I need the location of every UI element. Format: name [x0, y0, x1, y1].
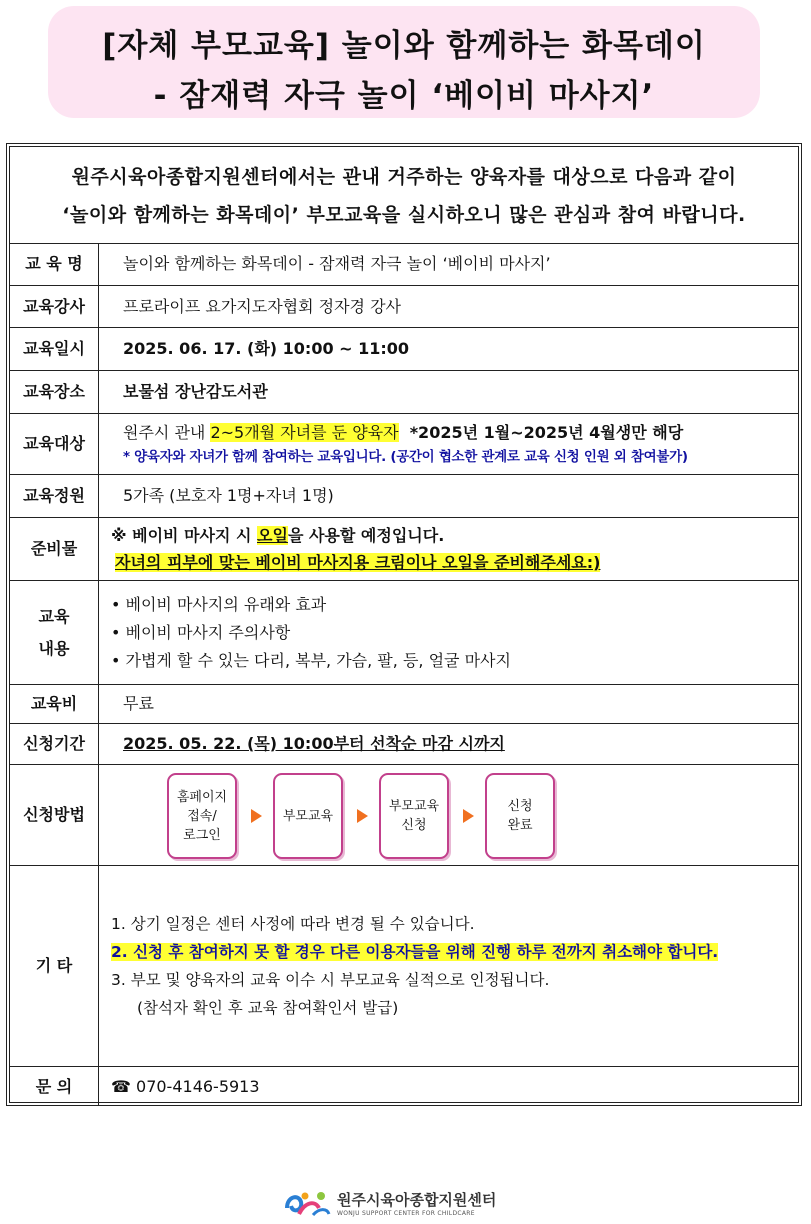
footer-logo — [283, 1188, 496, 1218]
notice-table — [6, 143, 802, 1106]
value-instructor: 프로라이프 요가지도자협회 정자경 강사 — [123, 296, 402, 316]
etc-item-2-highlight: 2. 신청 후 참여하지 못 할 경우 다른 이용자들을 위해 진행 하루 전까지 취소해야 합니다. — [111, 943, 719, 961]
application-steps — [167, 773, 555, 859]
row-education-name — [10, 243, 798, 286]
step-homepage-login: 홈페이지 접속/ 로그인 — [167, 773, 237, 859]
label-contact: 문 의 — [10, 1067, 99, 1106]
label-target: 교육대상 — [10, 414, 99, 474]
etc-item-1: 1. 상기 일정은 센터 사정에 따라 변경 될 수 있습니다. — [111, 915, 475, 933]
value-contact-phone: ☎ 070-4146-5913 — [111, 1076, 260, 1096]
arrow-right-icon — [463, 809, 474, 823]
label-content — [10, 581, 99, 684]
supplies-suffix: 을 사용할 예정입니다. — [287, 526, 445, 545]
etc-item-3-note: (참석자 확인 후 교육 참여확인서 발급) — [137, 999, 399, 1017]
supplies-oil-highlight: 오일 — [257, 526, 288, 545]
footer-name-en: WONJU SUPPORT CENTER FOR CHILDCARE — [337, 1210, 475, 1217]
target-prefix: 원주시 관내 — [123, 423, 211, 442]
content-item: • 베이비 마사지 주의사항 — [111, 622, 291, 642]
content-item: • 가볍게 할 수 있는 다리, 복부, 가슴, 팔, 등, 얼굴 마사지 — [111, 650, 511, 670]
row-contact — [10, 1067, 798, 1106]
value-capacity: 5가족 (보호자 1명+자녀 1명) — [123, 486, 334, 505]
value-period: 2025. 05. 22. (목) 10:00부터 선착순 마감 시까지 — [123, 734, 505, 753]
row-instructor — [10, 286, 798, 328]
step-complete: 신청 완료 — [485, 773, 555, 859]
step-parent-education: 부모교육 — [273, 773, 343, 859]
etc-item-3: 3. 부모 및 양육자의 교육 이수 시 부모교육 실적으로 인정됩니다. — [111, 971, 550, 989]
label-method: 신청방법 — [10, 765, 99, 865]
arrow-right-icon — [251, 809, 262, 823]
label-place: 교육장소 — [10, 371, 99, 413]
row-period — [10, 724, 798, 765]
supplies-line-2: 자녀의 피부에 맞는 베이비 마사지용 크림이나 오일을 준비해주세요:) — [115, 553, 601, 572]
label-content-line-2: 내용 — [38, 638, 70, 658]
supplies-prefix: ※ 베이비 마사지 시 — [111, 526, 258, 545]
title-line-2: - 잠재력 자극 놀이 ‘베이비 마사지’ — [153, 78, 655, 114]
label-etc: 기 타 — [10, 866, 99, 1066]
row-content — [10, 581, 798, 685]
row-date — [10, 328, 798, 371]
label-date: 교육일시 — [10, 328, 99, 370]
value-date: 2025. 06. 17. (화) 10:00 ~ 11:00 — [123, 339, 410, 358]
title-banner — [48, 6, 760, 118]
intro-line-1: 원주시육아종합지원센터에서는 관내 거주하는 양육자를 대상으로 다음과 같이 — [71, 166, 737, 188]
label-supplies: 준비물 — [10, 518, 99, 580]
label-education-name: 교 육 명 — [10, 243, 99, 285]
intro-line-2: ‘놀이와 함께하는 화목데이’ 부모교육을 실시하오니 많은 관심과 참여 바랍니다. — [62, 204, 746, 226]
value-place: 보물섬 장난감도서관 — [123, 382, 268, 401]
row-supplies — [10, 518, 798, 581]
row-place — [10, 371, 798, 414]
row-target — [10, 414, 798, 475]
label-period: 신청기간 — [10, 724, 99, 764]
label-capacity: 교육정원 — [10, 475, 99, 517]
footer-name-ko: 원주시육아종합지원센터 — [337, 1191, 497, 1209]
center-logo-icon — [283, 1188, 331, 1218]
label-instructor: 교육강사 — [10, 286, 99, 327]
step-apply: 부모교육 신청 — [379, 773, 449, 859]
title-line-1: [자체 부모교육] 놀이와 함께하는 화목데이 — [102, 28, 706, 64]
row-fee — [10, 685, 798, 724]
label-fee: 교육비 — [10, 685, 99, 723]
arrow-right-icon — [357, 809, 368, 823]
row-capacity — [10, 475, 798, 518]
target-highlight: 2~5개월 자녀를 둔 양육자 — [210, 423, 399, 442]
intro-text — [10, 147, 798, 244]
label-content-line-1: 교육 — [38, 606, 70, 626]
target-sub-note: * 양육자와 자녀가 함께 참여하는 교육입니다. (공간이 협소한 관계로 교육 신청 인원 외 참여불가) — [123, 449, 688, 465]
value-education-name: 놀이와 함께하는 화목데이 - 잠재력 자극 놀이 ‘베이비 마사지’ — [123, 254, 551, 273]
row-method — [10, 765, 798, 866]
content-item: • 베이비 마사지의 유래와 효과 — [111, 594, 327, 614]
target-birth-note: *2025년 1월~2025년 4월생만 해당 — [409, 423, 684, 442]
value-fee: 무료 — [123, 694, 154, 713]
row-etc — [10, 866, 798, 1067]
